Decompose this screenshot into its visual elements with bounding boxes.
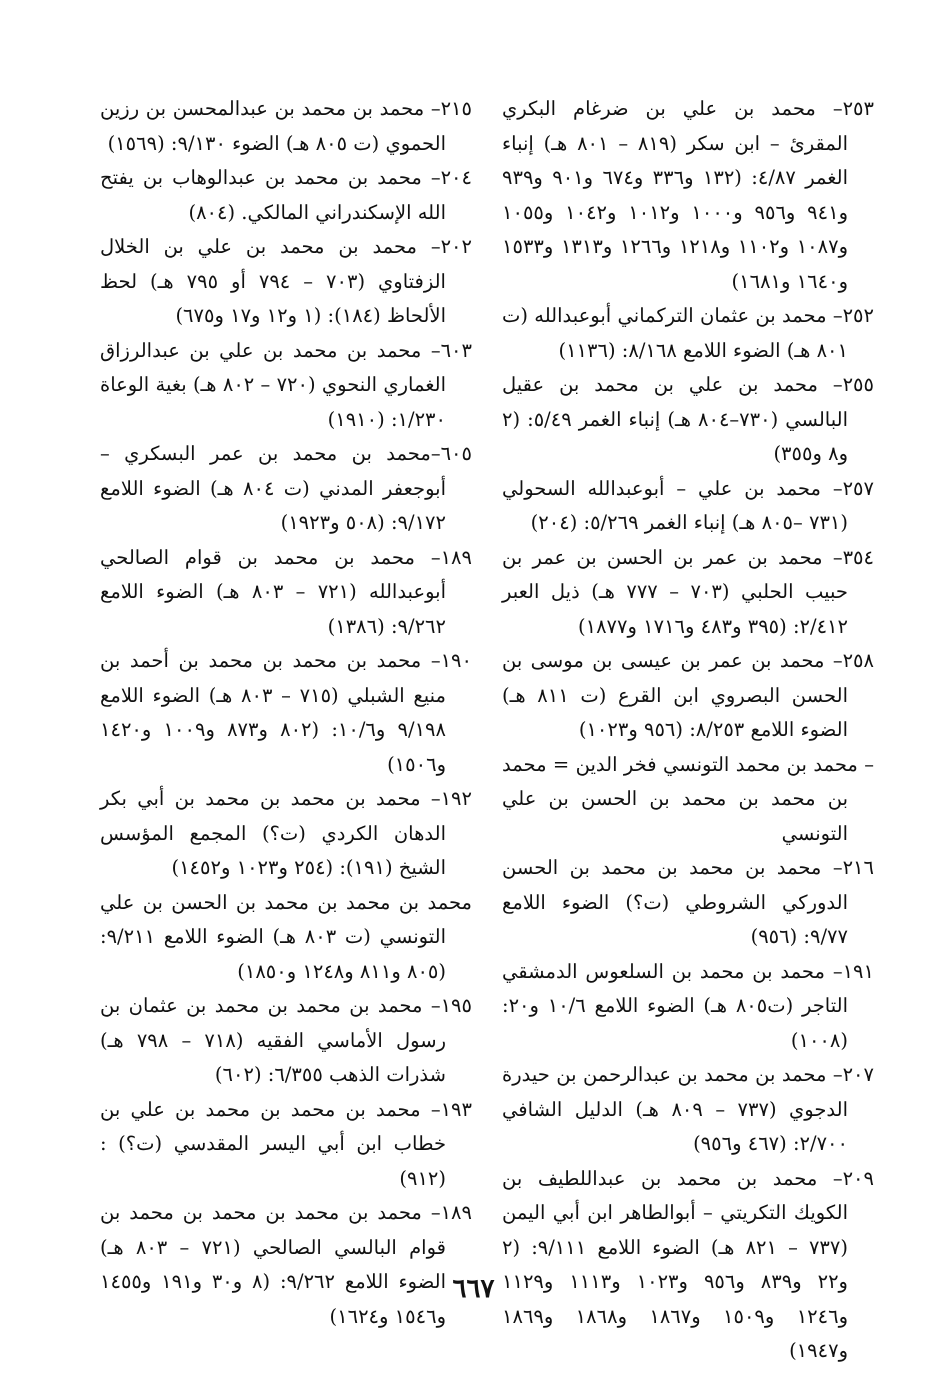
index-entry: ٣٥٤– محمد بن عمر بن الحسن بن عمر بن حبيب الحلبي (٧٠٣ – ٧٧٧ هـ) ذيل العبر ٢/٤١٢: (٣٩٥ و٤٨٣ و١٧١٦ و١٨٧٧) xyxy=(502,545,874,638)
index-entry: ٢٥٥– محمد بن علي بن محمد بن عقيل البالسي (٧٣٠–٨٠٤ هـ) إنباء الغمر ٥/٤٩: (٢ و٨ و٣٥٥) xyxy=(502,373,874,465)
index-entry: محمد بن محمد بن محمد بن الحسن بن علي التونسي (ت ٨٠٣ هـ) الضوء اللامع ٩/٢١١: (٨٠٥ و٨١١ و١٢٤٨ و١٨٥٠) xyxy=(100,890,472,983)
index-entry: ٢٥٨– محمد بن عمر بن عيسى بن موسى بن الحسن البصروي ابن القرع (ت ٨١١ هـ) الضوء اللامع ٨/٢٥٣: (٩٥٦ و١٠٢٣) xyxy=(502,649,874,741)
index-entry: ٢٠٧– محمد بن محمد بن عبدالرحمن بن حيدرة الدجوي (٧٣٧ – ٨٠٩ هـ) الدليل الشافي ٢/٧٠٠: (٤٦٧ و٩٥٦) xyxy=(502,1063,874,1155)
page-number: ٦٦٧ xyxy=(452,1274,495,1304)
index-entry: ٢٥٧– محمد بن علي – أبوعبدالله السحولي (٧٣١ –٨٠٥ هـ) إنباء الغمر ٥/٢٦٩: (٢٠٤) xyxy=(502,476,874,534)
index-entry: ٢٠٤– محمد بن محمد بن عبدالوهاب بن يفتح الله الإسكندراني المالكي. (٨٠٤) xyxy=(100,166,472,224)
index-entry: ٦٠٥–محمد بن محمد بن عمر البسكري – أبوجعفر المدني (ت ٨٠٤ هـ) الضوء اللامع ٩/١٧٢: (٥٠٨ و١٩٢٣) xyxy=(100,442,472,534)
index-entry: ١٩١– محمد بن محمد بن السلعوس الدمشقي التاجر (ت٨٠٥ هـ) الضوء اللامع ١٠/٦ و٢٠: (١٠٠٨) xyxy=(502,959,874,1052)
index-entry: ١٩٥– محمد بن محمد بن محمد بن عثمان بن رسول الأماسي الفقيه (٧١٨ – ٧٩٨ هـ) شذرات الذهب ٦/٣٥٥: (٦٠٢) xyxy=(100,994,472,1086)
index-entry: ١٨٩– محمد بن محمد بن محمد بن محمد بن قوام البالسي الصالحي (٧٢١ – ٨٠٣ هـ) الضوء اللامع ٩/٢٦٢: (٨ و٣٠ و١٩١ و١٤٥٥ و١٥٤٦ و١٦٢٤) xyxy=(100,1201,472,1328)
index-entry: ٢١٥– محمد بن محمد بن عبدالمحسن بن رزين الحموي (ت ٨٠٥ هـ) الضوء ٩/١٣٠: (١٥٦٩) xyxy=(100,97,472,155)
index-entry: ٦٠٣– محمد بن محمد بن علي بن عبدالرزاق الغماري النحوي (٧٢٠ – ٨٠٢ هـ) بغية الوعاة ١/٢٣٠: (١٩١٠) xyxy=(100,338,472,431)
index-entry: ٢٥٣– محمد بن علي بن ضرغام البكري المقرئ – ابن سكر (٨١٩ – ٨٠١ هـ) إنباء الغمر ٤/٨٧: (١٣٢ و٣٣٦ و٦٧٤ و٩٠١ و٩٣٩ و٩٤١ و٩٥٦ و١٠٠٠ و١٠١٢ و١٠٤٢ و١٠٥٥ و١٠٨٧ و١١٠٢ و١٢١٨ و١٢٦٦ و١٣١٣ و١٥٣٣ و١٦٤٠ و١٦٨١) xyxy=(502,97,874,293)
index-entry: ٢١٦– محمد بن محمد بن محمد بن الحسن الدوركي الشروطي (ت؟) الضوء اللامع ٩/٧٧: (٩٥٦) xyxy=(502,856,874,948)
index-column-left xyxy=(100,92,472,1334)
index-entry: ٢٠٢– محمد بن محمد بن علي بن الخلال الزفتاوي (٧٠٣ – ٧٩٤ أو ٧٩٥ هـ) لحظ الألحاظ (١٨٤): (١ و١٢ و١٧ و٦٧٥) xyxy=(100,235,472,327)
index-entry: – محمد بن محمد التونسي فخر الدين = محمد بن محمد بن محمد بن الحسن بن علي التونسي xyxy=(502,752,874,845)
index-entry: ٢٥٢– محمد بن عثمان التركماني أبوعبدالله (ت ٨٠١ هـ) الضوء اللامع ٨/١٦٨: (١١٣٦) xyxy=(502,304,874,362)
index-entry: ١٨٩– محمد بن محمد بن قوام الصالحي أبوعبدالله (٧٢١ – ٨٠٣ هـ) الضوء اللامع ٩/٢٦٢: (١٣٨٦) xyxy=(100,545,472,638)
index-entry: ١٩٣– محمد بن محمد بن محمد بن علي بن خطاب ابن أبي اليسر المقدسي (ت؟) : (٩١٢) xyxy=(100,1097,472,1190)
index-entry: ٢٠٩– محمد بن محمد بن عبداللطيف بن الكويك التكريتي – أبوالطاهر ابن أبي اليمن (٧٣٧ – ٨٢١ هـ) الضوء اللامع ٩/١١١: (٢ و٢٢ و٨٣٩ و٩٥٦ و١٠٢٣ و١١١٣ و١١٢٩ و١٢٤٦ و١٥٠٩ و١٨٦٧ و١٨٦٨ و١٨٦٩ و١٩٤٧) xyxy=(502,1166,874,1362)
index-entry: ١٩٢– محمد بن محمد بن محمد بن أبي بكر الدهان الكردي (ت؟) المجمع المؤسس الشيخ (١٩١): (٢٥٤ و١٠٢٣ و١٤٥٢) xyxy=(100,787,472,879)
index-entry: ١٩٠– محمد بن محمد بن محمد بن أحمد بن منيع الشبلي (٧١٥ – ٨٠٣ هـ) الضوء اللامع ٩/١٩٨ و١٠/٦: (٨٠٢ و٨٧٣ و١٠٠٩ و١٤٢٠ و١٥٠٦) xyxy=(100,649,472,776)
index-column-right xyxy=(502,92,874,1369)
